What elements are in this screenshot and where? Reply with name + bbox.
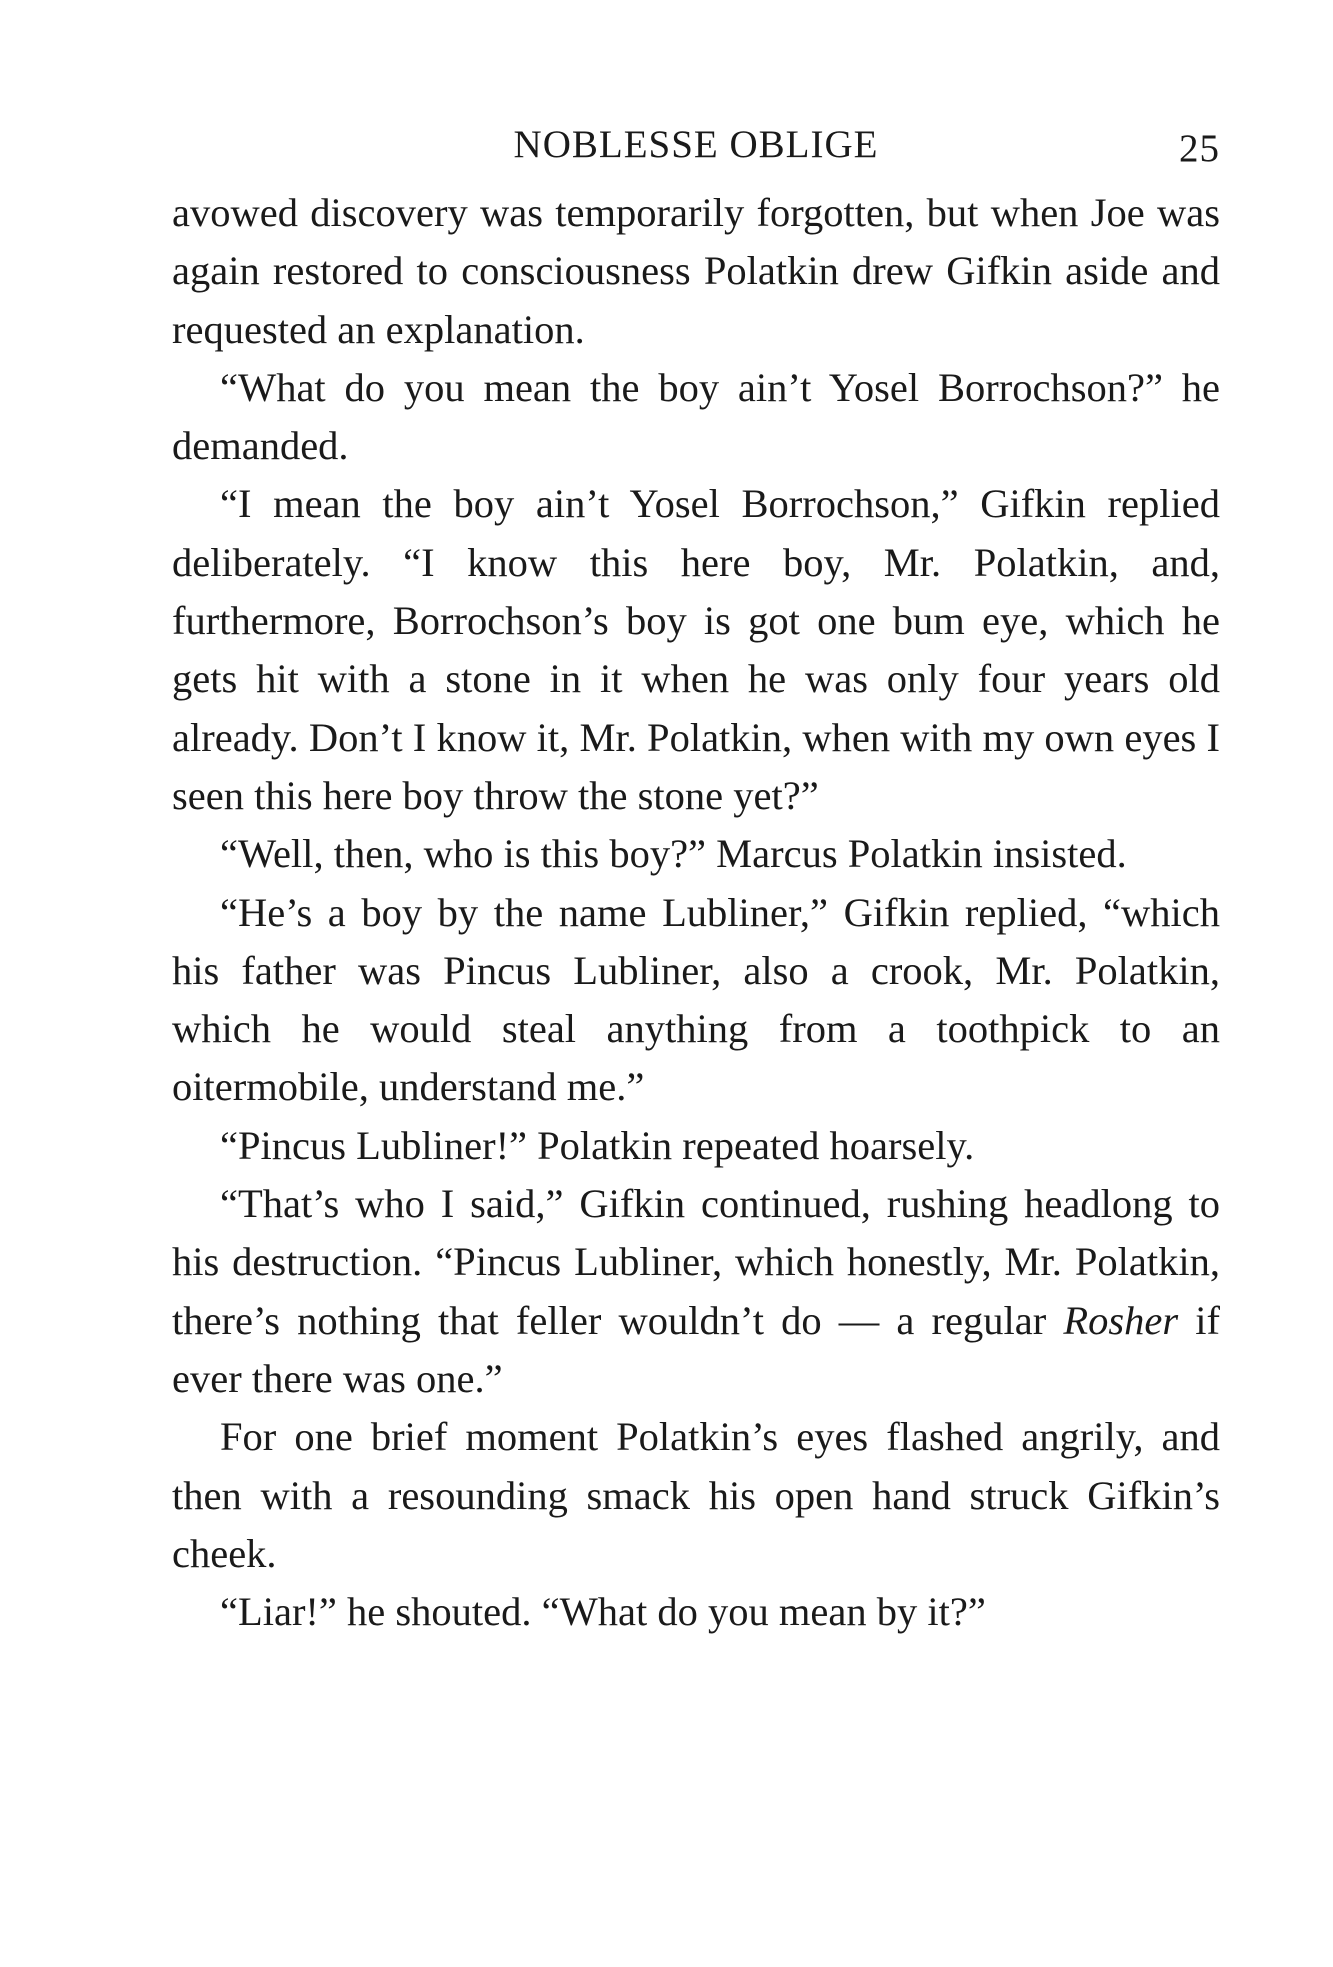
- paragraph: “I mean the boy ain’t Yosel Borrochson,” Gifkin replied deliberately. “I know this here boy, Mr. Polatkin, and, furthermore, Borrochson’s boy is got one bum eye, which he gets hit with a stone in it when he was only four years old already. Don’t I know it, Mr. Polatkin, when with my own eyes I seen this here boy throw the stone yet?”: [172, 481, 1220, 818]
- paragraph-text: “That’s who I said,” Gifkin continued, rushing headlong to his destruction. “Pincus Lubliner, which honestly, Mr. Polatkin, there’s nothing that feller wouldn’t do — a regular: [172, 1181, 1220, 1343]
- paragraph: “Pincus Lubliner!” Polatkin repeated hoarsely.: [220, 1122, 975, 1168]
- book-page: [172, 122, 1220, 1641]
- body-text: [172, 184, 1220, 1641]
- paragraph: “Liar!” he shouted. “What do you mean by it?”: [220, 1589, 986, 1635]
- running-head-title: NOBLESSE OBLIGE: [513, 123, 879, 166]
- paragraph-text: if ever there was one.”: [172, 1297, 1220, 1401]
- page-number: 25: [1179, 127, 1220, 170]
- italic-word: Rosher: [1063, 1297, 1179, 1343]
- paragraph: [172, 1175, 1220, 1408]
- paragraph: “He’s a boy by the name Lubliner,” Gifkin replied, “which his father was Pincus Lubliner, also a crook, Mr. Polatkin, which he would steal anything from a toothpick to an oitermobile, understand me.”: [172, 889, 1220, 1110]
- paragraph: “Well, then, who is this boy?” Marcus Polatkin insisted.: [220, 831, 1127, 877]
- paragraph: “What do you mean the boy ain’t Yosel Borrochson?” he demanded.: [172, 364, 1220, 469]
- paragraph: For one brief moment Polatkin’s eyes flashed angrily, and then with a resounding smack his open hand struck Gifkin’s cheek.: [172, 1414, 1220, 1576]
- paragraph-continued: avowed discovery was temporarily forgotten, but when Joe was again restored to consciousness Polatkin drew Gifkin aside and requested an explanation.: [172, 190, 1220, 352]
- running-head: [172, 122, 1220, 174]
